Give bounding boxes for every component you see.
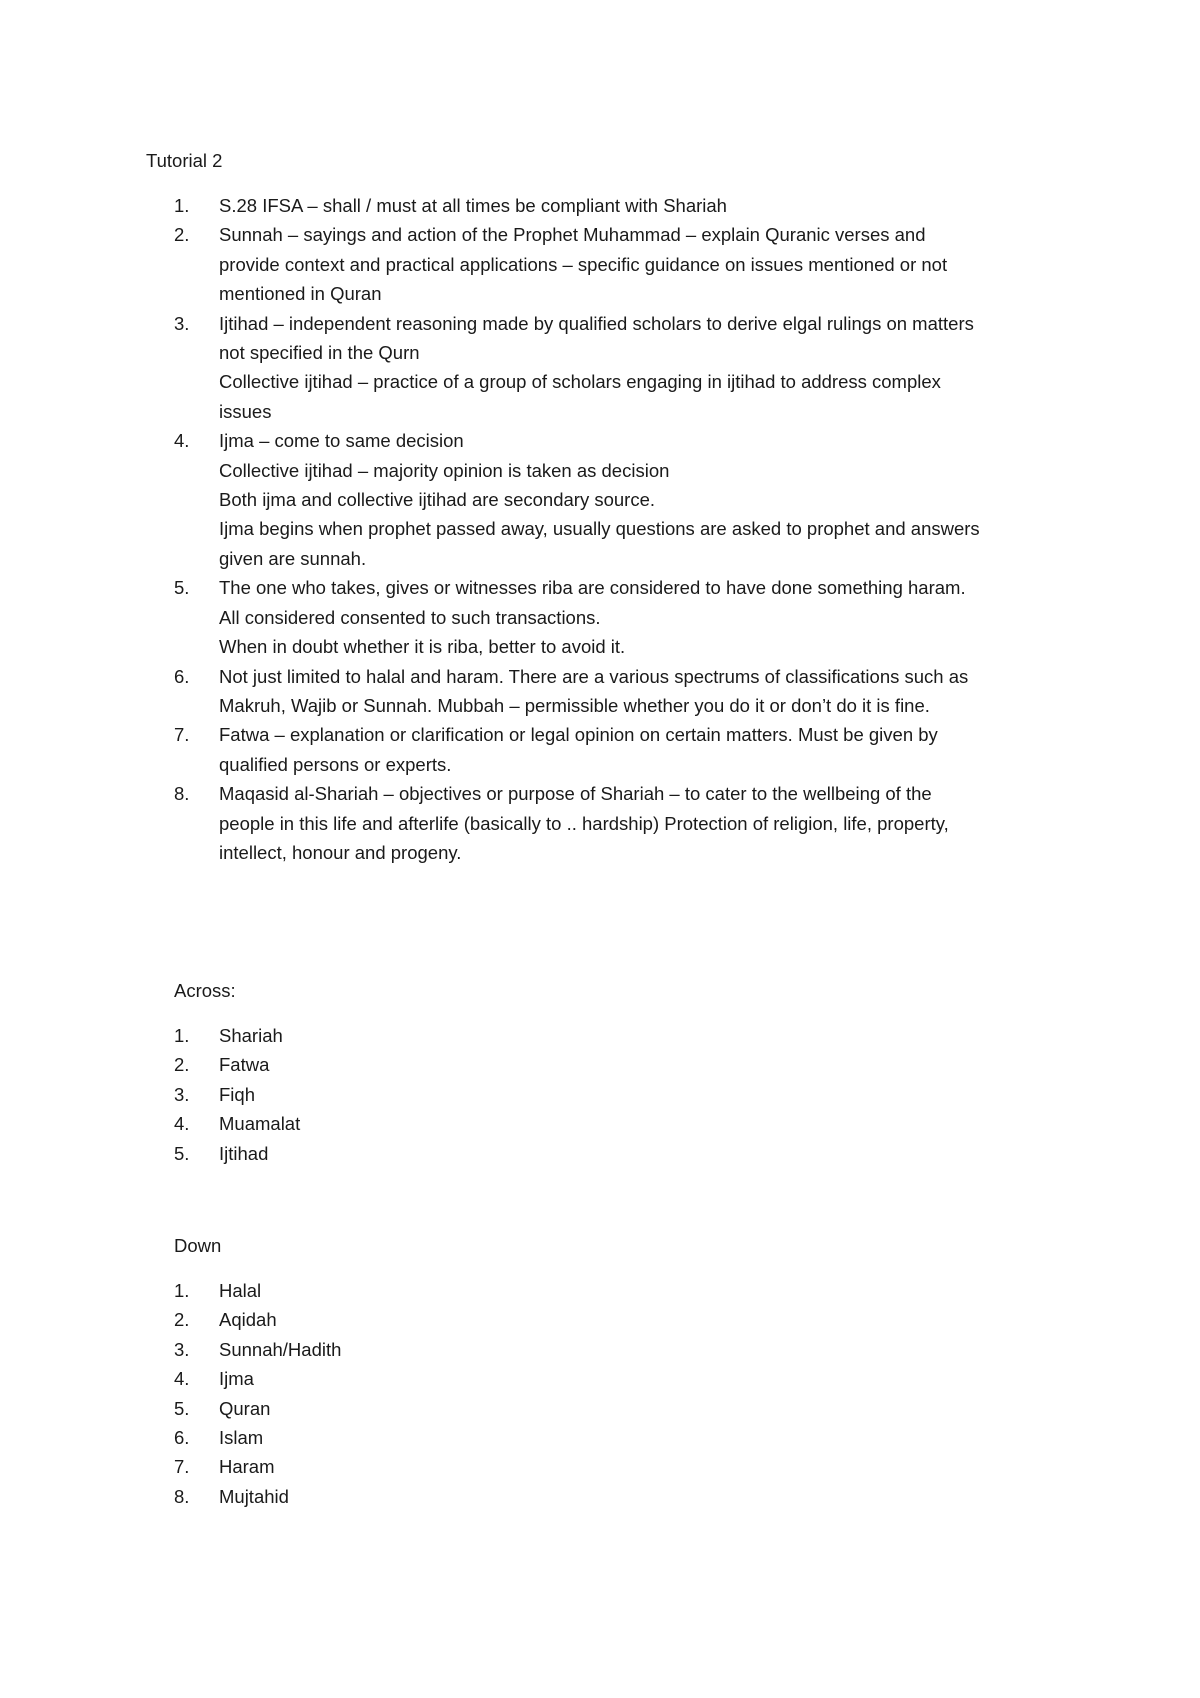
answer-line: Both ijma and collective ijtihad are secondary source. [219,489,656,511]
across-word: Ijtihad [219,1142,269,1164]
answer-item [174,720,1074,779]
answer-line: qualified persons or experts. [219,753,452,775]
answer-line: Not just limited to halal and haram. There are a various spectrums of classifications such as [219,665,969,687]
down-heading: Down [174,1235,222,1256]
answer-line: Collective ijtihad – practice of a group of scholars engaging in ijtihad to address complex [219,371,941,393]
answer-item [174,191,1074,220]
across-item [174,1021,300,1050]
across-number: 5. [174,1142,190,1164]
down-word: Aqidah [219,1309,277,1331]
document-title: Tutorial 2 [146,150,223,171]
down-list [174,1276,341,1511]
answer-line: not specified in the Qurn [219,342,420,364]
answer-number: 8. [174,783,190,805]
answer-line: provide context and practical applications – specific guidance on issues mentioned or not [219,253,948,275]
down-word: Ijma [219,1368,254,1390]
down-word: Sunnah/Hadith [219,1338,342,1360]
down-number: 4. [174,1368,190,1390]
answer-line: Makruh, Wajib or Sunnah. Mubbah – permissible whether you do it or don’t do it is fine. [219,694,930,716]
down-item [174,1364,341,1393]
answer-line: S.28 IFSA – shall / must at all times be compliant with Shariah [219,195,727,216]
answer-line: people in this life and afterlife (basically to .. hardship) Protection of religion, life, property, [219,812,949,834]
down-word: Quran [219,1397,271,1419]
answer-line: Ijtihad – independent reasoning made by qualified scholars to derive elgal rulings on matters [219,312,974,334]
across-number: 1. [174,1025,190,1046]
answer-item [174,220,1074,308]
answer-number: 7. [174,724,190,746]
answer-line: Ijma – come to same decision [219,430,464,452]
answer-line: given are sunnah. [219,547,367,569]
down-item [174,1394,341,1423]
down-number: 2. [174,1309,190,1331]
down-number: 7. [174,1456,190,1478]
answer-line: Fatwa – explanation or clarification or legal opinion on certain matters. Must be given by [219,724,938,746]
across-word: Muamalat [219,1113,301,1135]
down-word: Haram [219,1456,275,1478]
down-item [174,1305,341,1334]
down-word: Islam [219,1427,264,1449]
answer-number: 1. [174,195,190,216]
answer-item [174,309,1074,427]
across-word: Fatwa [219,1054,270,1076]
down-item [174,1276,341,1305]
answer-line: When in doubt whether it is riba, better to avoid it. [219,636,626,658]
answer-number: 3. [174,312,190,334]
answer-item [174,779,1074,867]
down-number: 3. [174,1338,190,1360]
answer-line: issues [219,400,272,422]
answer-item [174,573,1074,661]
answer-number: 5. [174,577,190,599]
down-number: 1. [174,1280,190,1301]
across-word: Shariah [219,1025,283,1046]
answer-number: 6. [174,665,190,687]
answers-list [174,191,1074,867]
answer-line: mentioned in Quran [219,283,382,305]
answer-item [174,662,1074,721]
answer-line: All considered consented to such transactions. [219,606,601,628]
answer-line: Sunnah – sayings and action of the Prophet Muhammad – explain Quranic verses and [219,224,926,246]
across-heading: Across: [174,980,236,1001]
answer-line: Maqasid al-Shariah – objectives or purpose of Shariah – to cater to the wellbeing of the [219,783,932,805]
answer-number: 2. [174,224,190,246]
down-word: Mujtahid [219,1485,289,1507]
answer-line: The one who takes, gives or witnesses riba are considered to have done something haram. [219,577,966,599]
answer-number: 4. [174,430,190,452]
across-list [174,1021,300,1168]
answer-line: Collective ijtihad – majority opinion is taken as decision [219,459,670,481]
across-number: 4. [174,1113,190,1135]
across-number: 3. [174,1083,190,1105]
across-word: Fiqh [219,1083,255,1105]
across-item [174,1080,300,1109]
across-item [174,1139,300,1168]
down-number: 6. [174,1427,190,1449]
answer-line: Ijma begins when prophet passed away, usually questions are asked to prophet and answers [219,518,980,540]
across-number: 2. [174,1054,190,1076]
answer-line: intellect, honour and progeny. [219,841,462,863]
down-item [174,1335,341,1364]
down-word: Halal [219,1280,262,1301]
answer-item [174,426,1074,573]
across-item [174,1050,300,1079]
down-item [174,1452,341,1481]
across-item [174,1109,300,1138]
down-number: 8. [174,1485,190,1507]
down-item [174,1423,341,1452]
down-number: 5. [174,1397,190,1419]
down-item [174,1482,341,1511]
